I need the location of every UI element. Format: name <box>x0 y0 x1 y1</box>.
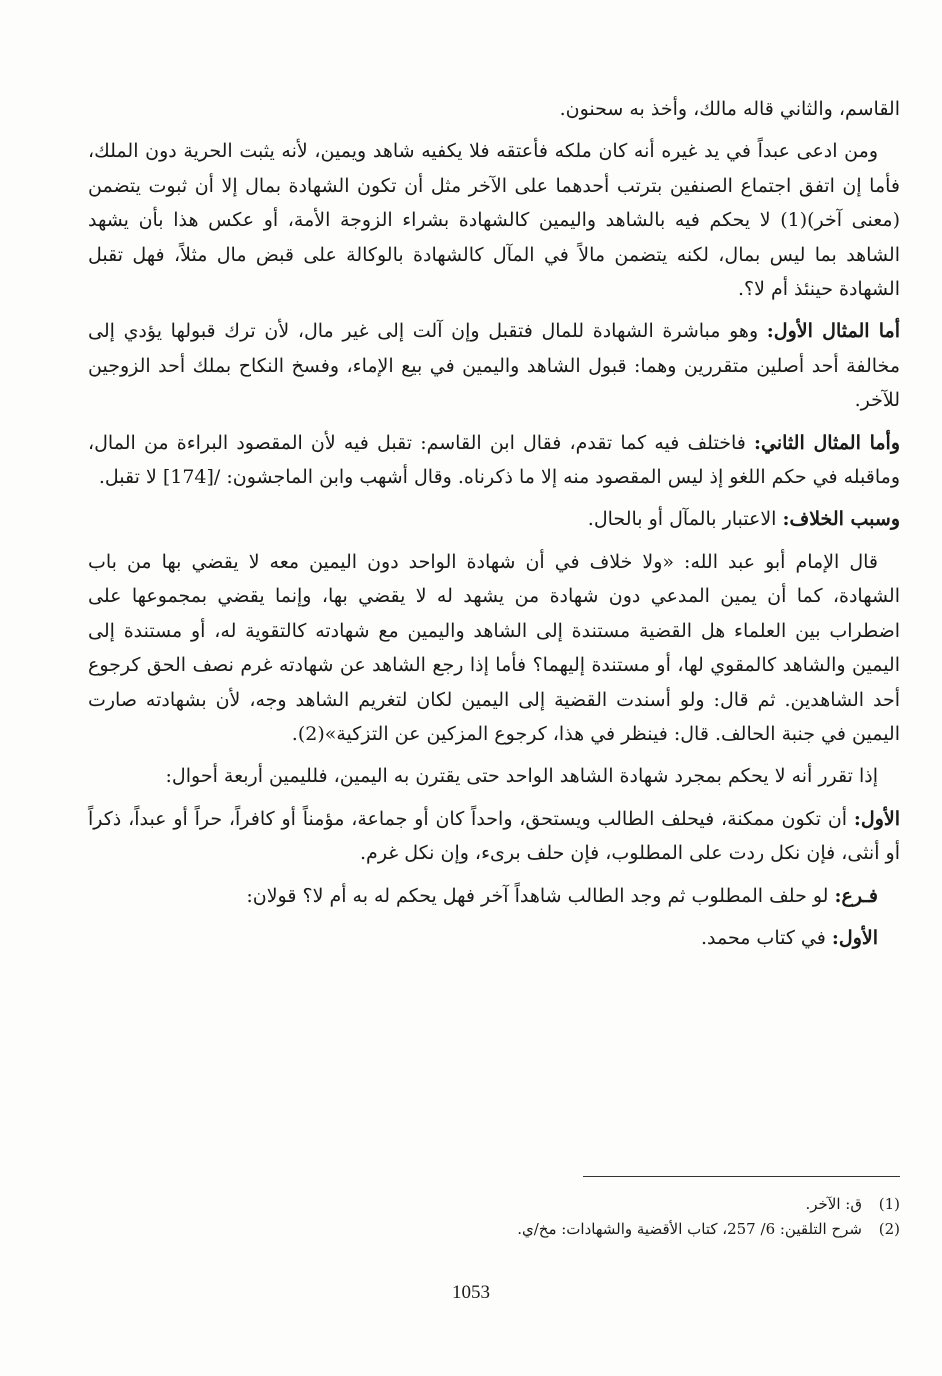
paragraph-lead: الأول: <box>831 926 878 949</box>
paragraph-lead: وسبب الخلاف: <box>782 508 900 531</box>
paragraph-lead: فـرع: <box>834 884 878 907</box>
paragraph-text: وهو مباشرة الشهادة للمال فتقبل وإن آلت إلى غير مال، لأن ترك قبولها يؤدي إلى مخالفة أحد أصلين متقررين وهما: قبول الشاهد واليمين في بيع الإماء، وفسخ النكاح بملك أحد الزوجين للآخر. <box>88 320 900 412</box>
footnote-number: (2) <box>878 1220 900 1238</box>
footnote-1 <box>300 1192 900 1217</box>
paragraph-5 <box>88 502 900 536</box>
paragraph-3 <box>88 314 900 417</box>
paragraph-7 <box>88 759 900 793</box>
paragraph-2 <box>88 134 900 306</box>
paragraph-lead: أما المثال الأول: <box>766 320 901 343</box>
paragraph-text: أن تكون ممكنة، فيحلف الطالب ويستحق، واحداً كان أو جماعة، مؤمناً أو كافراً، حراً أو عبداً، ذكراً أو أنثى، فإن نكل ردت على المطلوب، فإن حلف برىء، وإن نكل غرم. <box>88 807 900 865</box>
paragraph-lead: الأول: <box>853 807 900 830</box>
page-body <box>88 92 900 963</box>
paragraph-text: الاعتبار بالمآل أو بالحال. <box>587 508 783 531</box>
footnotes <box>300 1192 900 1242</box>
paragraph-lead: وأما المثال الثاني: <box>754 431 900 454</box>
footnote-2 <box>300 1217 900 1242</box>
paragraph-text: في كتاب محمد. <box>700 926 832 949</box>
paragraph-text: فاختلف فيه كما تقدم، فقال ابن القاسم: تقبل فيه لأن المقصود البراءة من المال، وماقبله في حكم اللغو إذ ليس المقصود منه إلا ما ذكرناه. وقال أشهب وابن الماجشون: /[174] لا تقبل. <box>88 431 900 489</box>
page-number: 1053 <box>452 1282 490 1303</box>
footnote-divider <box>583 1176 900 1177</box>
paragraph-6 <box>88 545 900 751</box>
paragraph-text: القاسم، والثاني قاله مالك، وأخذ به سحنون. <box>559 98 900 120</box>
paragraph-9 <box>88 879 900 913</box>
paragraph-1 <box>88 92 900 126</box>
footnote-text: ق: الآخر. <box>805 1195 862 1213</box>
paragraph-8 <box>88 802 900 871</box>
footnote-number: (1) <box>878 1195 900 1213</box>
paragraph-text: ومن ادعى عبداً في يد غيره أنه كان ملكه فأعتقه فلا يكفيه شاهد ويمين، لأنه يثبت الحرية دون الملك، فأما إن اتفق اجتماع الصنفين بترتب أحدهما على الآخر مثل أن تكون الشهادة بمال إلا أن ثبوت يتضمن (معنى آخر)(1) لا يحكم فيه بالشاهد واليمين كالشهادة بشراء الزوجة الأمة، أو عكس هذا بأن يشهد الشاهد بما ليس بمال، لكنه يتضمن مالاً في المآل كالشهادة بالوكالة على قبض مال مثلاً، فهل تقبل الشهادة حينئذ أم لا؟. <box>88 140 900 301</box>
paragraph-10 <box>88 921 900 955</box>
paragraph-4 <box>88 426 900 495</box>
paragraph-text: قال الإمام أبو عبد الله: «ولا خلاف في أن شهادة الواحد دون اليمين معه لا يقضي بها من باب الشهادة، كما أن يمين المدعي دون شهادة من يشهد له لا يقضي بها، وإنما يقضي بمجموعها على اضطراب بين العلماء هل القضية مستندة إلى الشاهد واليمين مع شهادته كالتقوية له، أو مستندة إلى اليمين والشاهد كالمقوي لها، أو مستندة إليهما؟ فأما إذا رجع الشاهد عن شهادته غرم نصف الحق كرجوع أحد الشاهدين. ثم قال: ولو أسندت القضية إلى اليمين لكان لتغريم الشاهد وجه، لأن بشهادته صارت اليمين في جنبة الحالف. قال: فينظر في هذا، كرجوع المزكين عن التزكية»(2). <box>88 550 900 745</box>
footnote-text: شرح التلقين: 6/ 257، كتاب الأقضية والشهادات: مخ/ي. <box>517 1220 862 1238</box>
paragraph-text: لو حلف المطلوب ثم وجد الطالب شاهداً آخر فهل يحكم له به أم لا؟ قولان: <box>246 884 835 907</box>
paragraph-text: إذا تقرر أنه لا يحكم بمجرد شهادة الشاهد الواحد حتى يقترن به اليمين، فلليمين أربعة أحوال: <box>165 765 878 788</box>
